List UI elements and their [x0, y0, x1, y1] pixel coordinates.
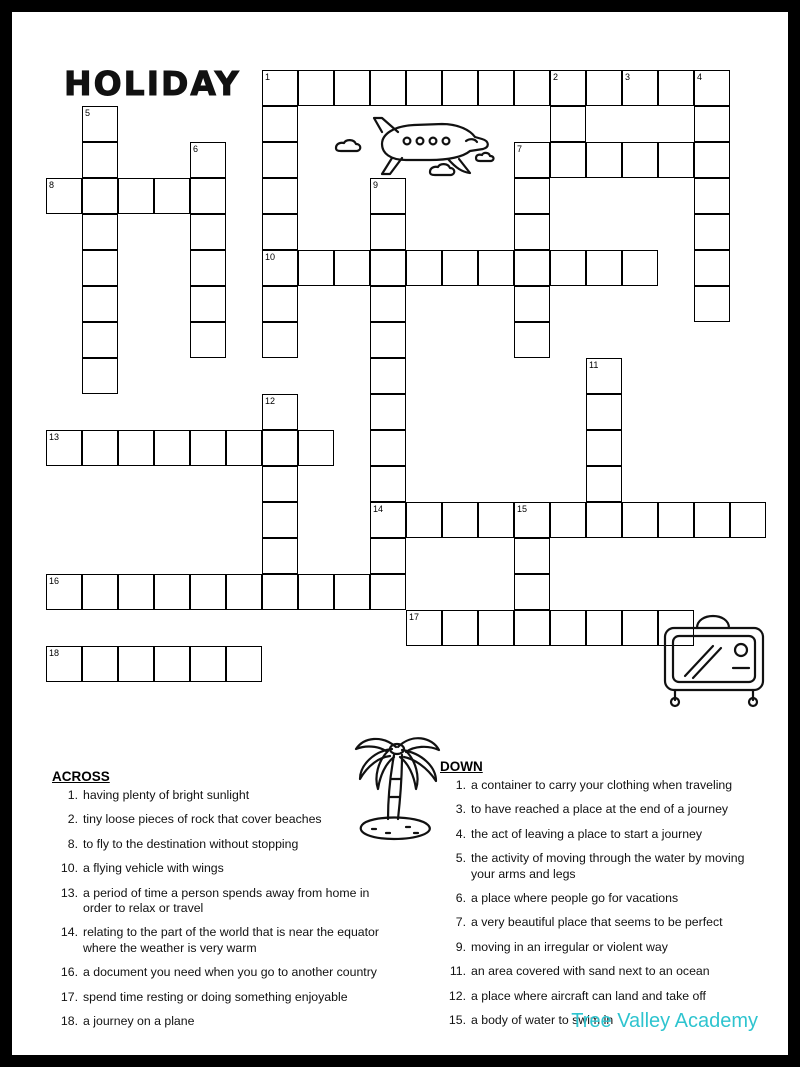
down-clue-number: 3. [455, 802, 466, 817]
crossword-cell[interactable] [190, 286, 226, 322]
down-clue [440, 778, 770, 793]
crossword-cell[interactable] [478, 250, 514, 286]
crossword-cell[interactable] [190, 574, 226, 610]
across-clue-text: a flying vehicle with wings [83, 861, 224, 876]
across-clue-number: 17. [60, 989, 78, 1004]
crossword-cell[interactable] [118, 646, 154, 682]
crossword-cell[interactable] [694, 502, 730, 538]
across-clue-text: spend time resting or doing something enjoyable [83, 989, 348, 1004]
crossword-cell[interactable] [262, 574, 298, 610]
crossword-cell[interactable] [190, 430, 226, 466]
airplane-illustration [330, 110, 523, 202]
down-clue-text: a place where people go for vacations [471, 891, 679, 906]
crossword-cell[interactable] [550, 142, 586, 178]
crossword-cell[interactable] [622, 502, 658, 538]
crossword-cell-number: 4 [697, 72, 703, 82]
crossword-cell[interactable] [658, 502, 694, 538]
crossword-cell-number: 16 [49, 576, 60, 586]
across-clue-number: 1. [67, 788, 78, 802]
crossword-cell[interactable] [586, 142, 622, 178]
across-clue-text: tiny loose pieces of rock that cover beaches [83, 812, 322, 827]
down-clue-number: 15. [448, 1013, 466, 1028]
crossword-cell[interactable] [46, 178, 82, 214]
crossword-cell[interactable] [514, 250, 550, 286]
crossword-cell[interactable] [550, 250, 586, 286]
down-clue-number: 4. [455, 826, 466, 841]
crossword-cell[interactable] [406, 250, 442, 286]
crossword-cell-number: 11 [589, 360, 599, 370]
down-clue-text: moving in an irregular or violent way [471, 939, 668, 954]
across-clue [52, 812, 397, 827]
crossword-cell[interactable] [118, 430, 154, 466]
crossword-cell[interactable] [226, 574, 262, 610]
crossword-cell[interactable] [82, 574, 118, 610]
crossword-cell[interactable] [622, 610, 658, 646]
crossword-cell[interactable] [586, 250, 622, 286]
across-clue [52, 1014, 397, 1029]
crossword-cell[interactable] [370, 574, 406, 610]
crossword-cell[interactable] [694, 250, 730, 286]
crossword-cell[interactable] [586, 466, 622, 502]
crossword-cell[interactable] [370, 358, 406, 394]
crossword-cell[interactable] [442, 250, 478, 286]
crossword-cell[interactable] [82, 106, 118, 142]
across-clue-number: 8. [67, 836, 78, 851]
crossword-cell[interactable] [586, 502, 622, 538]
crossword-cell[interactable] [190, 142, 226, 178]
crossword-cell[interactable] [622, 142, 658, 178]
crossword-cell[interactable] [262, 70, 298, 106]
crossword-cell[interactable] [334, 70, 370, 106]
crossword-cell[interactable] [586, 430, 622, 466]
crossword-cell[interactable] [406, 610, 442, 646]
down-clue-text: an area covered with sand next to an ocean [471, 964, 710, 979]
crossword-cell[interactable] [514, 214, 550, 250]
crossword-cell[interactable] [262, 286, 298, 322]
crossword-cell[interactable] [82, 250, 118, 286]
crossword-cell[interactable] [586, 358, 622, 394]
crossword-cell-number: 5 [85, 108, 91, 118]
down-clue [440, 940, 770, 955]
crossword-cell[interactable] [478, 610, 514, 646]
crossword-cell[interactable] [370, 250, 406, 286]
crossword-cell-number: 2 [553, 72, 559, 82]
across-clue [52, 788, 397, 803]
crossword-cell[interactable] [658, 142, 694, 178]
crossword-cell[interactable] [334, 574, 370, 610]
crossword-cell[interactable] [82, 178, 118, 214]
crossword-cell-number: 6 [193, 144, 199, 154]
crossword-cell[interactable] [370, 466, 406, 502]
worksheet-page [12, 12, 788, 1055]
crossword-cell[interactable] [370, 430, 406, 466]
down-clue-number: 1. [455, 778, 466, 792]
down-heading: DOWN [440, 759, 483, 774]
crossword-cell[interactable] [82, 358, 118, 394]
crossword-cell[interactable] [514, 574, 550, 610]
crossword-cell[interactable] [190, 250, 226, 286]
crossword-cell[interactable] [514, 70, 550, 106]
across-heading: ACROSS [52, 769, 110, 784]
crossword-cell[interactable] [550, 106, 586, 142]
across-clue [52, 925, 397, 956]
crossword-cell[interactable] [190, 646, 226, 682]
crossword-cell[interactable] [406, 502, 442, 538]
across-clue-number: 13. [60, 885, 78, 900]
crossword-cell[interactable] [154, 178, 190, 214]
down-clue-text: the activity of moving through the water by moving your arms and legs [471, 851, 745, 881]
down-clue-number: 7. [455, 915, 466, 930]
crossword-cell[interactable] [442, 70, 478, 106]
down-clue-list [440, 778, 770, 1037]
crossword-cell[interactable] [370, 538, 406, 574]
down-clue-text: to have reached a place at the end of a journey [471, 802, 729, 817]
crossword-cell[interactable] [190, 214, 226, 250]
down-clue [440, 989, 770, 1004]
crossword-cell[interactable] [46, 646, 82, 682]
crossword-cell[interactable] [514, 502, 550, 538]
crossword-cell-number: 13 [49, 432, 60, 442]
crossword-cell[interactable] [262, 142, 298, 178]
crossword-cell[interactable] [154, 574, 190, 610]
across-clue-text: a period of time a person spends away from home in order to relax or travel [83, 885, 370, 916]
crossword-cell[interactable] [514, 538, 550, 574]
crossword-cell[interactable] [262, 466, 298, 502]
crossword-cell[interactable] [262, 250, 298, 286]
down-clue [440, 891, 770, 906]
crossword-cell[interactable] [694, 70, 730, 106]
crossword-cell[interactable] [442, 610, 478, 646]
crossword-cell[interactable] [46, 574, 82, 610]
down-clue-text: a place where aircraft can land and take off [471, 988, 706, 1003]
crossword-cell[interactable] [370, 322, 406, 358]
crossword-cell[interactable] [586, 610, 622, 646]
crossword-cell-number: 18 [49, 648, 60, 658]
down-clue-text: a very beautiful place that seems to be perfect [471, 915, 723, 930]
down-clue-number: 9. [455, 939, 466, 954]
crossword-cell-number: 10 [265, 252, 276, 262]
crossword-cell[interactable] [262, 322, 298, 358]
crossword-cell[interactable] [262, 394, 298, 430]
crossword-cell[interactable] [622, 250, 658, 286]
down-clue-number: 6. [455, 891, 466, 906]
crossword-cell[interactable] [154, 646, 190, 682]
crossword-cell-number: 14 [373, 504, 384, 514]
crossword-cell[interactable] [46, 430, 82, 466]
across-clue-number: 14. [60, 925, 78, 940]
across-clue [52, 861, 397, 876]
across-clue-number: 10. [60, 861, 78, 876]
across-clue-text: to fly to the destination without stopping [83, 836, 299, 851]
suitcase-illustration [657, 610, 775, 710]
crossword-cell[interactable] [262, 178, 298, 214]
across-clue-text: a journey on a plane [83, 1014, 195, 1029]
crossword-cell[interactable] [82, 286, 118, 322]
down-clue-text: the act of leaving a place to start a journey [471, 826, 703, 841]
crossword-cell[interactable] [190, 322, 226, 358]
across-clue [52, 965, 397, 980]
down-clue [440, 851, 770, 882]
crossword-cell[interactable] [550, 70, 586, 106]
crossword-cell[interactable] [226, 430, 262, 466]
crossword-cell[interactable] [658, 70, 694, 106]
across-clue-number: 2. [67, 812, 78, 827]
crossword-cell[interactable] [334, 250, 370, 286]
crossword-cell[interactable] [694, 214, 730, 250]
crossword-cell[interactable] [118, 574, 154, 610]
across-clue-number: 18. [60, 1014, 78, 1029]
crossword-cell[interactable] [550, 502, 586, 538]
across-clue [52, 837, 397, 852]
crossword-cell[interactable] [550, 610, 586, 646]
across-clue [52, 886, 397, 917]
crossword-cell-number: 9 [373, 180, 379, 190]
crossword-cell[interactable] [370, 286, 406, 322]
crossword-cell-number: 3 [625, 72, 631, 82]
crossword-cell[interactable] [586, 394, 622, 430]
down-clue [440, 827, 770, 842]
down-clue [440, 802, 770, 817]
crossword-cell-number: 12 [265, 396, 276, 406]
crossword-cell[interactable] [478, 70, 514, 106]
crossword-cell-number: 1 [265, 72, 271, 82]
across-clue-text: relating to the part of the world that is near the equator where the weather is very warm [83, 925, 379, 955]
across-clue-text: a document you need when you go to another country [83, 965, 377, 980]
crossword-cell[interactable] [370, 214, 406, 250]
crossword-cell-number: 8 [49, 180, 55, 190]
across-clue [52, 990, 397, 1005]
crossword-cell[interactable] [370, 394, 406, 430]
crossword-cell[interactable] [694, 178, 730, 214]
crossword-cell[interactable] [82, 430, 118, 466]
crossword-cell[interactable] [262, 430, 298, 466]
crossword-cell[interactable] [406, 70, 442, 106]
crossword-cell[interactable] [442, 502, 478, 538]
crossword-cell[interactable] [694, 106, 730, 142]
crossword-cell[interactable] [82, 646, 118, 682]
crossword-cell[interactable] [478, 502, 514, 538]
crossword-cell[interactable] [586, 70, 622, 106]
crossword-cell[interactable] [82, 322, 118, 358]
crossword-cell[interactable] [154, 430, 190, 466]
crossword-cell[interactable] [118, 178, 154, 214]
crossword-cell-number: 15 [517, 504, 528, 514]
crossword-cell[interactable] [298, 70, 334, 106]
crossword-cell[interactable] [694, 142, 730, 178]
crossword-cell[interactable] [622, 70, 658, 106]
across-clue-text: having plenty of bright sunlight [83, 788, 250, 802]
page-title: HOLIDAY [64, 64, 241, 103]
crossword-cell[interactable] [226, 646, 262, 682]
crossword-cell[interactable] [730, 502, 766, 538]
down-clue-text: a body of water to swim in [471, 1013, 614, 1028]
crossword-cell[interactable] [514, 610, 550, 646]
down-clue [440, 964, 770, 979]
crossword-cell[interactable] [514, 322, 550, 358]
crossword-cell[interactable] [298, 574, 334, 610]
crossword-cell[interactable] [370, 502, 406, 538]
crossword-cell[interactable] [262, 106, 298, 142]
crossword-cell[interactable] [514, 286, 550, 322]
across-clue-list [52, 788, 397, 1038]
crossword-cell[interactable] [190, 178, 226, 214]
crossword-cell[interactable] [298, 430, 334, 466]
crossword-cell[interactable] [82, 214, 118, 250]
down-clue-number: 12. [448, 988, 466, 1003]
crossword-cell[interactable] [694, 286, 730, 322]
down-clue-number: 11. [449, 964, 466, 979]
crossword-cell-number: 7 [517, 144, 523, 154]
down-clue [440, 915, 770, 930]
crossword-cell[interactable] [262, 214, 298, 250]
crossword-cell-number: 17 [409, 612, 420, 622]
crossword-cell[interactable] [262, 538, 298, 574]
crossword-cell[interactable] [82, 142, 118, 178]
across-clue-number: 16. [60, 965, 78, 980]
brand-footer: Tree Valley Academy [571, 1010, 758, 1032]
crossword-cell[interactable] [370, 70, 406, 106]
down-clue-text: a container to carry your clothing when traveling [471, 778, 733, 792]
crossword-cell[interactable] [298, 250, 334, 286]
crossword-cell[interactable] [262, 502, 298, 538]
down-clue-number: 5. [455, 851, 466, 866]
